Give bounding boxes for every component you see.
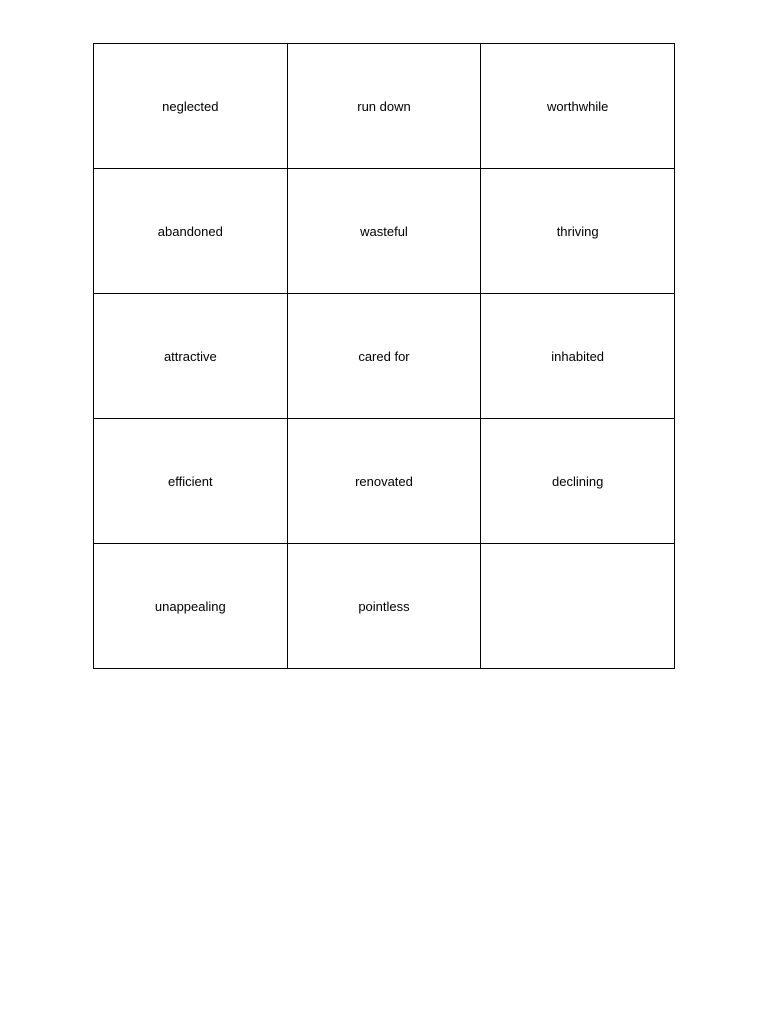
- word-card: run down: [287, 44, 481, 169]
- word-card: worthwhile: [481, 44, 675, 169]
- table-row: [94, 419, 675, 544]
- word-card-table: [93, 43, 675, 669]
- word-card: declining: [481, 419, 675, 544]
- empty-card: [481, 544, 675, 669]
- word-card: abandoned: [94, 169, 288, 294]
- word-card: wasteful: [287, 169, 481, 294]
- table-row: [94, 169, 675, 294]
- word-card: unappealing: [94, 544, 288, 669]
- word-card: neglected: [94, 44, 288, 169]
- word-card: renovated: [287, 419, 481, 544]
- word-card: thriving: [481, 169, 675, 294]
- table-row: [94, 294, 675, 419]
- word-card: pointless: [287, 544, 481, 669]
- word-card: inhabited: [481, 294, 675, 419]
- table-row: [94, 44, 675, 169]
- word-card: cared for: [287, 294, 481, 419]
- word-card: efficient: [94, 419, 288, 544]
- table-row: [94, 544, 675, 669]
- word-card: attractive: [94, 294, 288, 419]
